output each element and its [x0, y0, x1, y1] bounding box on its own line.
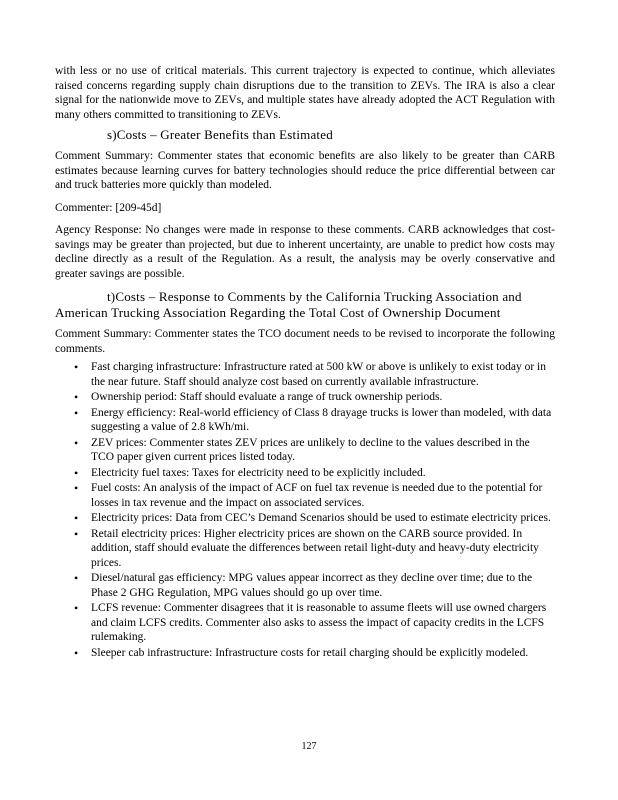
- bullet-item: • Electricity fuel taxes: Taxes for electricity need to be explicitly included.: [91, 466, 555, 481]
- bullet-item: • Retail electricity prices: Higher electricity prices are shown on the CARB source provided. In addition, staff should evaluate the differences between retail light-duty and heavy-duty electricity prices.: [91, 527, 555, 571]
- section-t-heading: t)Costs – Response to Comments by the California Trucking Association and American Trucking Association Regarding the Total Cost of Ownership Document: [55, 289, 522, 320]
- comment-bullet-list: [55, 360, 555, 660]
- bullet-item: • Sleeper cab infrastructure: Infrastructure costs for retail charging should be explicitly modeled.: [91, 646, 555, 661]
- document-page: [55, 64, 555, 661]
- page-number: 127: [301, 741, 317, 752]
- bullet-item: • Diesel/natural gas efficiency: MPG values appear incorrect as they decline over time; due to the Phase 2 GHG Regulation, MPG values should go up over time.: [91, 571, 555, 600]
- bullet-item: • Energy efficiency: Real-world efficiency of Class 8 drayage trucks is lower than modeled, with data suggesting a value of 2.8 kWh/mi.: [91, 406, 555, 435]
- bullet-item: • Electricity prices: Data from CEC’s Demand Scenarios should be used to estimate electricity prices.: [91, 511, 555, 526]
- bullet-item: • ZEV prices: Commenter states ZEV prices are unlikely to decline to the values described in the TCO paper given current prices listed today.: [91, 436, 555, 465]
- section-s-heading: s)Costs – Greater Benefits than Estimated: [107, 127, 333, 142]
- bullet-item: • LCFS revenue: Commenter disagrees that it is reasonable to assume fleets will use owned chargers and claim LCFS credits. Commenter also asks to assess the impact of capacity credits in the LCFS rulemaking.: [91, 601, 555, 645]
- intro-paragraph: with less or no use of critical materials. This current trajectory is expected to continue, which alleviates raised concerns regarding supply chain disruptions due to the transition to ZEVs. The IRA is also a clear signal for the nationwide move to ZEVs, and multiple states have already adopted the ACT Regulation with many others committed to transitioning to ZEVs.: [55, 65, 555, 121]
- section-s-commenter: Commenter: [209-45d]: [55, 201, 162, 214]
- bullet-item: • Fuel costs: An analysis of the impact of ACF on fuel tax revenue is needed due to the potential for losses in tax revenue and the impact on associated services.: [91, 481, 555, 510]
- section-t-comment-summary: Comment Summary: Commenter states the TCO document needs to be revised to incorporate the following comments.: [55, 328, 555, 355]
- bullet-item: • Ownership period: Staff should evaluate a range of truck ownership periods.: [91, 390, 555, 405]
- section-s-comment-summary: Comment Summary: Commenter states that economic benefits are also likely to be greater than CARB estimates because learning curves for battery technologies should reduce the price differential between car and truck batteries more quickly than modeled.: [55, 150, 555, 191]
- section-s-agency-response: Agency Response: No changes were made in response to these comments. CARB acknowledges that cost-savings may be greater than projected, but due to inherent uncertainty, are unable to predict how costs may decline directly as a result of the Regulation. As a result, the analysis may be overly conservative and greater savings are possible.: [55, 224, 555, 280]
- bullet-item: • Fast charging infrastructure: Infrastructure rated at 500 kW or above is unlikely to exist today or in the near future. Staff should analyze cost based on currently available infrastructure.: [91, 360, 555, 389]
